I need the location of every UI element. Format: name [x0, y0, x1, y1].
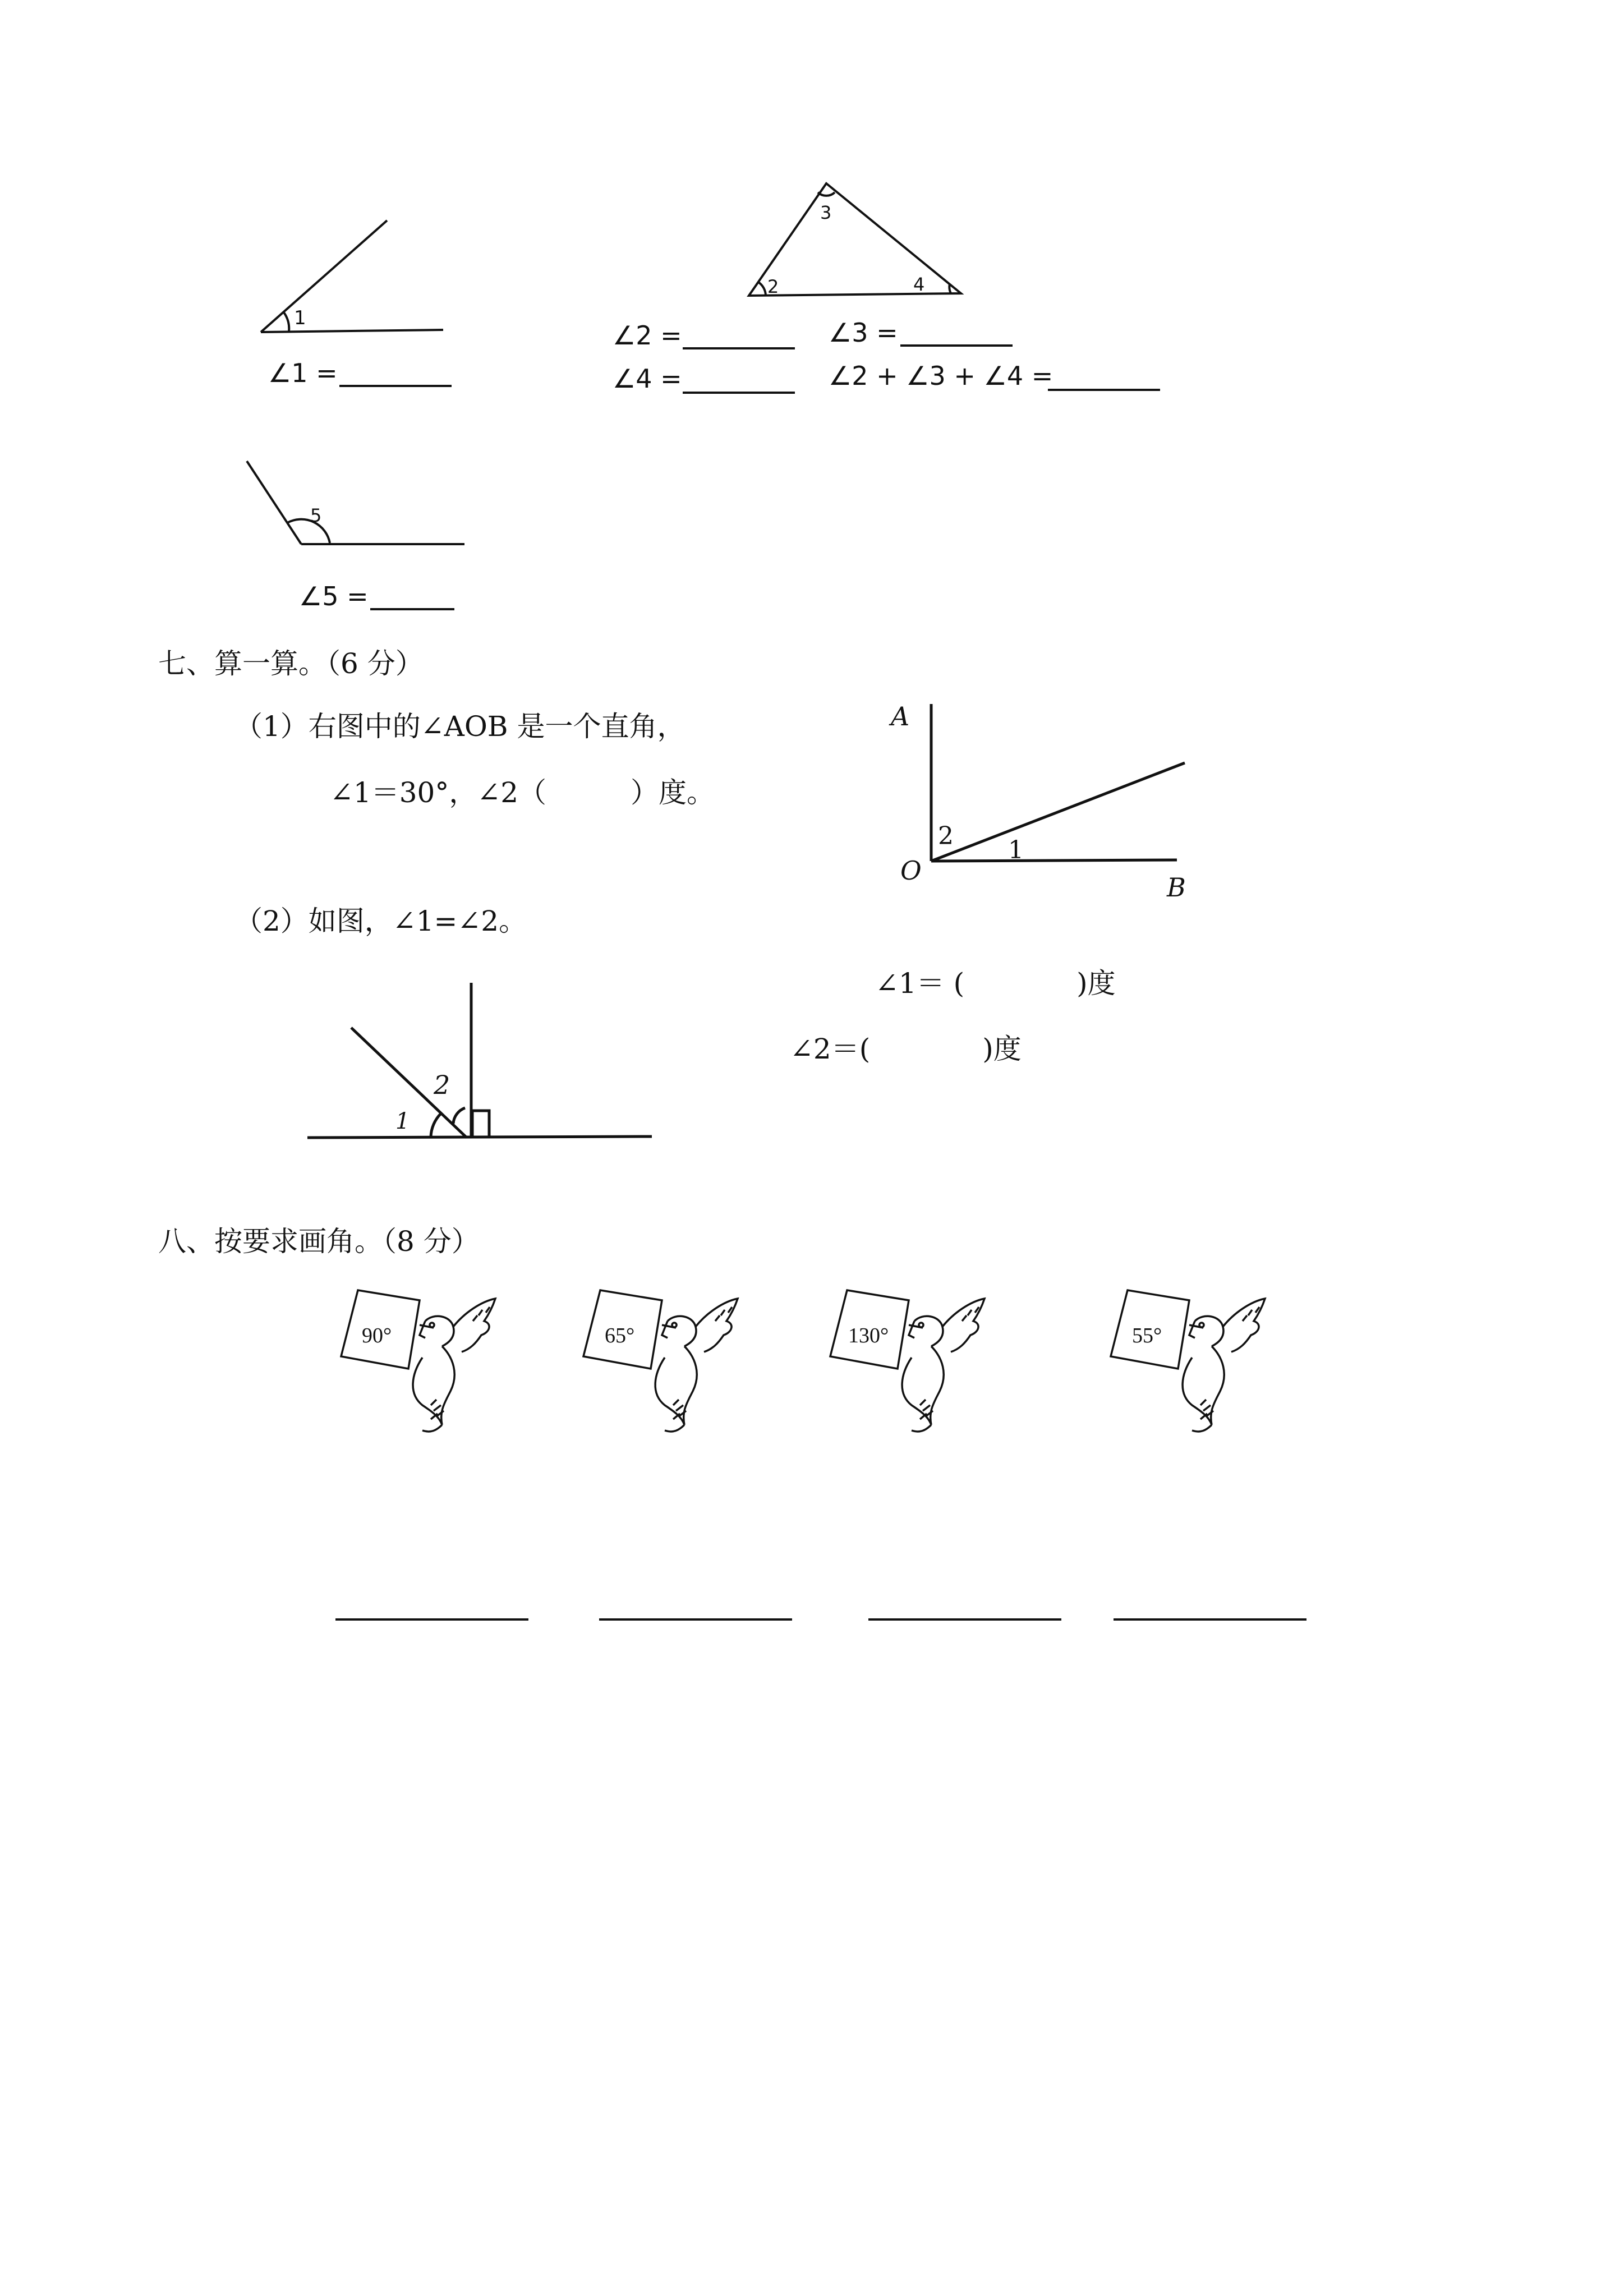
section8-heading: 八、按要求画角。（8 分） — [158, 1225, 480, 1258]
angle1-number: 1 — [294, 307, 306, 329]
angle5-label: ∠5 = — [299, 581, 369, 611]
angle4-number: 4 — [913, 274, 925, 295]
fig2-angle2-number: 2 — [434, 1070, 450, 1100]
q2-line1: （2）如图，∠1=∠2。 — [234, 905, 527, 937]
q2-answer2: ∠2＝( )度 — [790, 1033, 1022, 1065]
dove-1 — [341, 1290, 495, 1432]
point-B-label: B — [1167, 872, 1186, 903]
fig2-angle1-number: 1 — [395, 1108, 410, 1134]
dove-2 — [583, 1290, 738, 1432]
angle5-number: 5 — [310, 505, 322, 526]
angle1-label: ∠1 = — [268, 358, 338, 388]
aob-angle2-number: 2 — [938, 822, 954, 850]
section7-heading: 七、算一算。（6 分） — [158, 647, 424, 680]
dove-angle-label-1: 90° — [362, 1324, 392, 1347]
dove-angle-label-3: 130° — [848, 1324, 889, 1347]
angle4-label: ∠4 = — [613, 364, 682, 394]
dove-angle-label-2: 65° — [605, 1324, 635, 1347]
aob-angle1-number: 1 — [1008, 836, 1024, 864]
angle2-label: ∠2 = — [613, 320, 682, 351]
dove-angle-label-4: 55° — [1132, 1324, 1162, 1347]
q2-answer1: ∠1＝ ( )度 — [875, 967, 1116, 1000]
dove-3 — [830, 1290, 984, 1432]
dove-4 — [1111, 1290, 1265, 1432]
point-A-label: A — [891, 701, 910, 731]
q1-line1: （1）右图中的∠AOB 是一个直角， — [234, 710, 686, 743]
angle3-number: 3 — [820, 202, 832, 223]
angle3-label: ∠3 = — [829, 318, 898, 348]
point-O-label: O — [900, 855, 922, 886]
q1-line2: ∠1＝30°，∠2（ ）度。 — [330, 776, 715, 809]
angle-sum-label: ∠2 + ∠3 + ∠4 = — [829, 361, 1053, 391]
angle2-number: 2 — [767, 276, 779, 297]
